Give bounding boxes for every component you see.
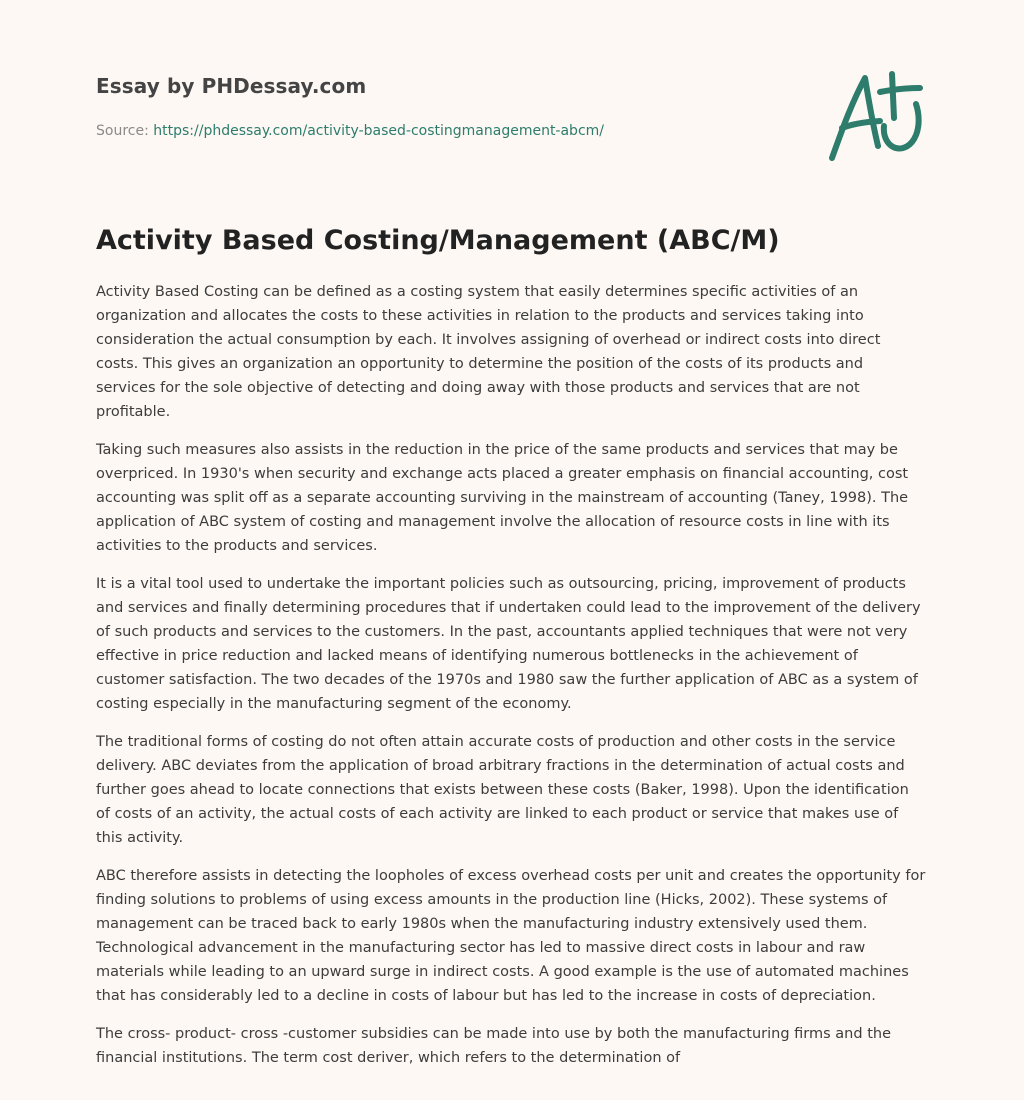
essay-paragraph: The traditional forms of costing do not often attain accurate costs of production and other costs in the service delivery. ABC deviates from the application of broad arbitrary fractions in the determination of actual costs and further goes ahead to locate connections that exists between these costs (Baker, 1998). Upon the identification of costs of an activity, the actual costs of each activity are linked to each product or service that makes use of this activity. bbox=[96, 733, 909, 846]
source-line bbox=[96, 123, 916, 139]
source-link[interactable]: https://phdessay.com/activity-based-costingmanagement-abcm/ bbox=[153, 123, 604, 139]
source-label: Source: bbox=[96, 123, 149, 139]
a-plus-logo-icon bbox=[820, 66, 930, 166]
essay-paragraph: Taking such measures also assists in the reduction in the price of the same products and services that may be overpriced. In 1930's when security and exchange acts placed a greater emphasis on financial accounting, cost accounting was split off as a separate accounting surviving in the mainstream of accounting (Taney, 1998). The application of ABC system of costing and management involve the allocation of resource costs in line with its activities to the products and services. bbox=[96, 441, 909, 554]
essay-content bbox=[96, 224, 926, 1084]
essay-paragraph: ABC therefore assists in detecting the loopholes of excess overhead costs per unit and creates the opportunity for finding solutions to problems of using excess amounts in the production line (Hicks, 2002). These systems of management can be traced back to early 1980s when the manufacturing industry extensively used them. Technological advancement in the manufacturing sector has led to massive direct costs in labour and raw materials while leading to an upward surge in indirect costs. A good example is the use of automated machines that has considerably led to a decline in costs of labour but has led to the increase in costs of depreciation. bbox=[96, 867, 926, 1004]
page-header bbox=[96, 74, 916, 139]
essay-paragraph: Activity Based Costing can be defined as a costing system that easily determines specific activities of an organization and allocates the costs to these activities in relation to the products and services taking into consideration the actual consumption by each. It involves assigning of overhead or indirect costs into direct costs. This gives an organization an opportunity to determine the position of the costs of its products and services for the sole objective of detecting and doing away with those products and services that are not profitable. bbox=[96, 283, 881, 420]
site-title: Essay by PHDessay.com bbox=[96, 74, 367, 98]
essay-paragraph: The cross- product- cross -customer subsidies can be made into use by both the manufacturing firms and the financial institutions. The term cost deriver, which refers to the determination of bbox=[96, 1025, 891, 1066]
essay-title: Activity Based Costing/Management (ABC/M) bbox=[96, 225, 780, 256]
essay-paragraph: It is a vital tool used to undertake the important policies such as outsourcing, pricing, improvement of products and services and finally determining procedures that if undertaken could lead to the improvement of the delivery of such products and services to the customers. In the past, accountants applied techniques that were not very effective in price reduction and lacked means of identifying numerous bottlenecks in the achievement of customer satisfaction. The two decades of the 1970s and 1980 saw the further application of ABC as a system of costing especially in the manufacturing segment of the economy. bbox=[96, 575, 921, 712]
a-plus-logo-svg bbox=[820, 66, 930, 166]
